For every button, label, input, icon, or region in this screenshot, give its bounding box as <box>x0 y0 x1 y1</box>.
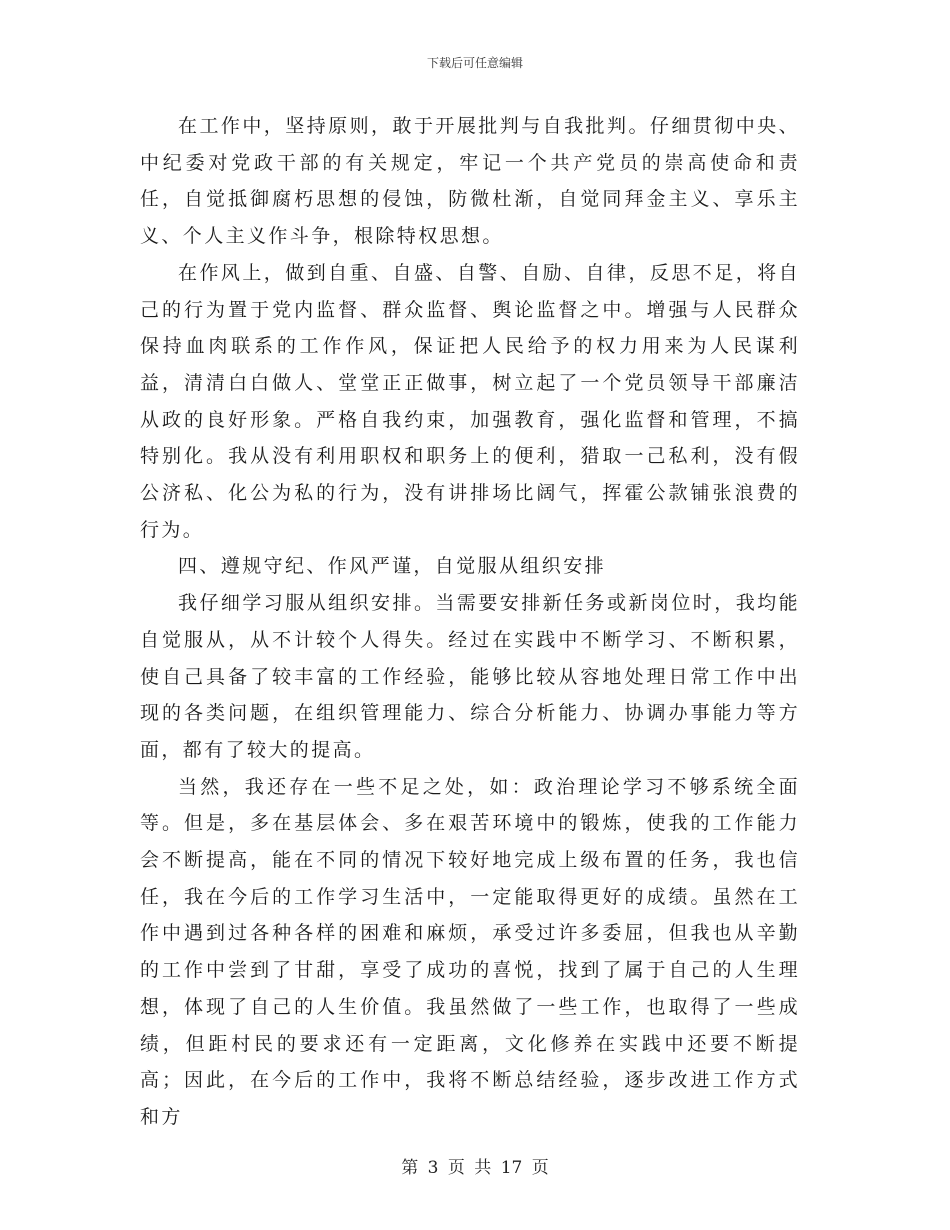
page-header-note: 下载后可任意编辑 <box>426 56 523 70</box>
paragraph-work-style: 在作风上，做到自重、自盛、自警、自励、自律，反思不足，将自己的行为置于党内监督、群众监督、舆论监督之中。增强与人民群众保持血肉联系的工作作风，保证把人民给予的权力用来为人民谋利益，清清白白做人、堂堂正正做事，树立起了一个党员领导干部廉洁从政的良好形象。严格自我约束，加强教育，强化监督和管理，不搞特别化。我从没有利用职权和职务上的便利，猎取一己私利，没有假公济私、化公为私的行为，没有讲排场比阔气，挥霍公款铺张浪费的行为。 <box>140 261 800 541</box>
page-footer-number: 第 3 页 共 17 页 <box>401 1158 549 1178</box>
section-heading-discipline: 四、遵规守纪、作风严谨，自觉服从组织安排 <box>178 555 607 578</box>
document-body <box>140 108 800 1136</box>
paragraph-shortcomings: 当然，我还存在一些不足之处，如：政治理论学习不够系统全面等。但是，多在基层体会、多在艰苦环境中的锻炼，使我的工作能力会不断提高，能在不同的情况下较好地完成上级布置的任务，我也信任，我在今后的工作学习生活中，一定能取得更好的成绩。虽然在工作中遇到过各种各样的困难和麻烦，承受过许多委屈，但我也从辛勤的工作中尝到了甘甜，享受了成功的喜悦，找到了属于自己的人生理想，体现了自己的人生价值。我虽然做了一些工作，也取得了一些成绩，但距村民的要求还有一定距离，文化修养在实践中还要不断提高；因此，在今后的工作中，我将不断总结经验，逐步改进工作方式和方 <box>140 775 800 1128</box>
paragraph-organization: 我仔细学习服从组织安排。当需要安排新任务或新岗位时，我均能自觉服从，从不计较个人得失。经过在实践中不断学习、不断积累，使自己具备了较丰富的工作经验，能够比较从容地处理日常工作中出现的各类问题，在组织管理能力、综合分析能力、协调办事能力等方面，都有了较大的提高。 <box>140 592 800 761</box>
paragraph-principles: 在工作中，坚持原则，敢于开展批判与自我批判。仔细贯彻中央、中纪委对党政干部的有关规定，牢记一个共产党员的崇高使命和责任，自觉抵御腐朽思想的侵蚀，防微杜渐，自觉同拜金主义、享乐主义、个人主义作斗争，根除特权思想。 <box>140 115 800 248</box>
